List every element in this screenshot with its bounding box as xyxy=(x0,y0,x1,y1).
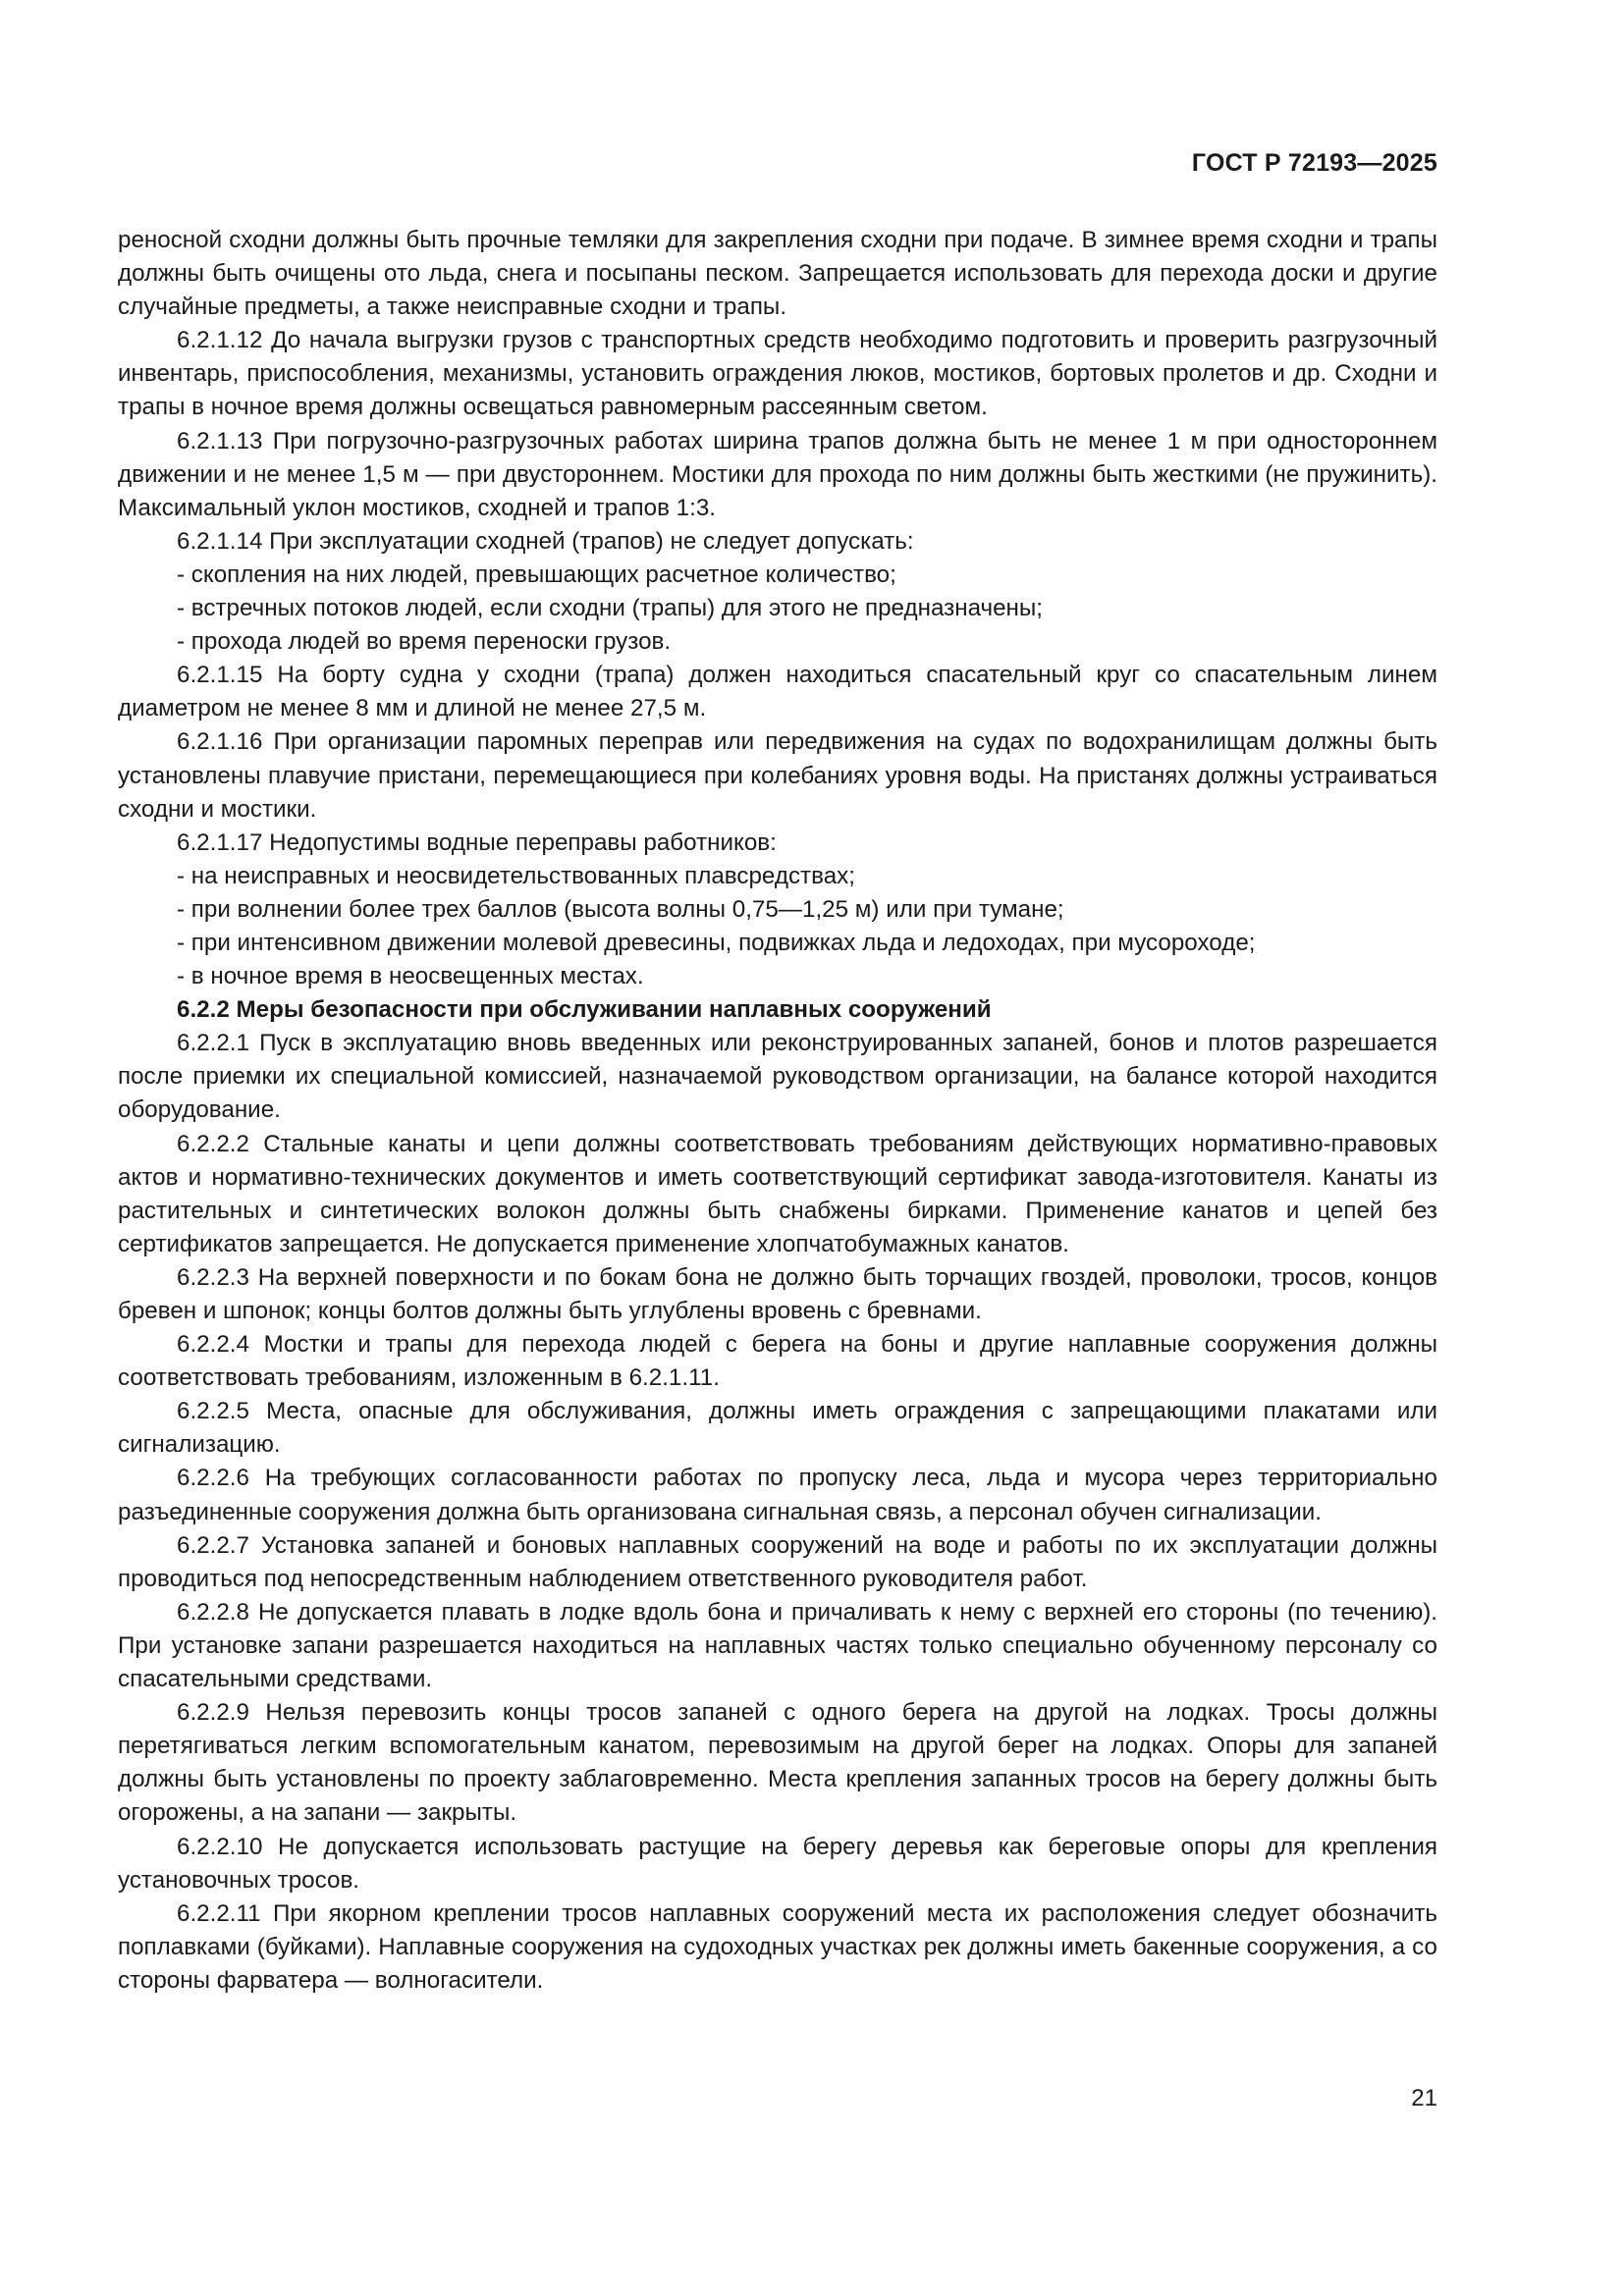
list-item: - при волнении более трех баллов (высота волны 0,75—1,25 м) или при тумане; xyxy=(177,895,1064,923)
clause-6-2-1-12: 6.2.1.12 До начала выгрузки грузов с транспортных средств необходимо подготовить и проверить разгрузочный инвентарь, приспособления, механизмы, установить ограждения люков, мостиков, бортовых пролетов и др. Сходни и трапы в ночное время должны освещаться равномерным рассеянным светом. xyxy=(118,327,1437,421)
list-item: - встречных потоков людей, если сходни (трапы) для этого не предназначены; xyxy=(177,595,1044,622)
section-heading-6-2-2: 6.2.2 Меры безопасности при обслуживании наплавных сооружений xyxy=(177,996,992,1024)
list-item: - скопления на них людей, превышающих расчетное количество; xyxy=(177,561,896,588)
page-number: 21 xyxy=(1411,2085,1437,2111)
clause-6-2-1-16: 6.2.1.16 При организации паромных переправ или передвижения на судах по водохранилищам должны быть установлены плавучие пристани, перемещающиеся при колебаниях уровня воды. На пристанях должны устраиваться сходни и мостики. xyxy=(118,728,1437,823)
clause-6-2-2-1: 6.2.2.1 Пуск в эксплуатацию вновь введенных или реконструированных запаней, бонов и плотов разрешается после приемки их специальной комиссией, назначаемой руководством организации, на балансе которой находится оборудование. xyxy=(118,1030,1437,1124)
clause-6-2-1-13: 6.2.1.13 При погрузочно-разгрузочных работах ширина трапов должна быть не менее 1 м при одностороннем движении и не менее 1,5 м — при двустороннем. Мостики для прохода по ним должны быть жесткими (не пружинить). Максимальный уклон мостиков, сходней и трапов 1:3. xyxy=(118,427,1437,521)
list-item: - в ночное время в неосвещенных местах. xyxy=(177,963,644,990)
clause-6-2-2-6: 6.2.2.6 На требующих согласованности работах по пропуску леса, льда и мусора через территориально разъединенные сооружения должна быть организована сигнальная связь, а персонал обучен сигнализации. xyxy=(118,1465,1437,1525)
clause-6-2-1-15: 6.2.1.15 На борту судна у сходни (трапа) должен находиться спасательный круг со спасательным линем диаметром не менее 8 мм и длиной не менее 27,5 м. xyxy=(118,662,1437,722)
document-standard-id: ГОСТ Р 72193—2025 xyxy=(1191,149,1437,177)
clause-6-2-2-4: 6.2.2.4 Мостки и трапы для перехода людей с берега на боны и другие наплавные сооружения должны соответствовать требованиям, изложенным в 6.2.1.11. xyxy=(118,1331,1437,1392)
clause-6-2-2-7: 6.2.2.7 Установка запаней и боновых наплавных сооружений на воде и работы по их эксплуатации должны проводиться под непосредственным наблюдением ответственного руководителя работ. xyxy=(118,1531,1437,1592)
clause-6-2-2-5: 6.2.2.5 Места, опасные для обслуживания, должны иметь ограждения с запрещающими плакатами или сигнализацию. xyxy=(118,1398,1437,1459)
clause-6-2-2-8: 6.2.2.8 Не допускается плавать в лодке вдоль бона и причаливать к нему с верхней его стороны (по течению). При установке запани разрешается находиться на наплавных частях только специально обученному персоналу со спасательными средствами. xyxy=(118,1598,1437,1693)
clause-6-2-2-11: 6.2.2.11 При якорном креплении тросов наплавных сооружений места их расположения следует обозначить поплавками (буйками). Наплавные сооружения на судоходных участках рек должны иметь бакенные сооружения, а со стороны фарватера — волногасители. xyxy=(118,1899,1437,1994)
clause-6-2-2-3: 6.2.2.3 На верхней поверхности и по бокам бона не должно быть торчащих гвоздей, проволоки, тросов, концов бревен и шпонок; концы болтов должны быть углублены вровень с бревнами. xyxy=(118,1263,1437,1324)
list-item: - при интенсивном движении молевой древесины, подвижках льда и ледоходах, при мусороходе; xyxy=(177,929,1256,956)
document-body xyxy=(118,224,1437,1998)
clause-6-2-1-14: 6.2.1.14 При эксплуатации сходней (трапов) не следует допускать: xyxy=(177,527,914,555)
list-item: - прохода людей во время переноски грузов. xyxy=(177,628,672,656)
paragraph-continuation: реносной сходни должны быть прочные темляки для закрепления сходни при подаче. В зимнее время сходни и трапы должны быть очищены ото льда, снега и посыпаны песком. Запрещается использовать для перехода доски и другие случайные предметы, а также неисправные сходни и трапы. xyxy=(118,227,1437,321)
clause-6-2-2-10: 6.2.2.10 Не допускается использовать растущие на берегу деревья как береговые опоры для крепления установочных тросов. xyxy=(118,1833,1437,1894)
clause-6-2-2-2: 6.2.2.2 Стальные канаты и цепи должны соответствовать требованиям действующих нормативно-правовых актов и нормативно-технических документов и иметь соответствующий сертификат завода-изготовителя. Канаты из растительных и синтетических волокон должны быть снабжены бирками. Применение канатов и цепей без сертификатов запрещается. Не допускается применение хлопчатобумажных канатов. xyxy=(118,1130,1437,1257)
list-item: - на неисправных и неосвидетельствованных плавсредствах; xyxy=(177,862,855,889)
clause-6-2-2-9: 6.2.2.9 Нельзя перевозить концы тросов запаней с одного берега на другой на лодках. Тросы должны перетягиваться легким вспомогательным канатом, перевозимым на другой берег на лодках. Опоры для запаней должны быть установлены по проекту заблаговременно. Места крепления запанных тросов на берегу должны быть огорожены, а на запани — закрыты. xyxy=(118,1699,1437,1827)
clause-6-2-1-17: 6.2.1.17 Недопустимы водные переправы работников: xyxy=(177,828,777,856)
